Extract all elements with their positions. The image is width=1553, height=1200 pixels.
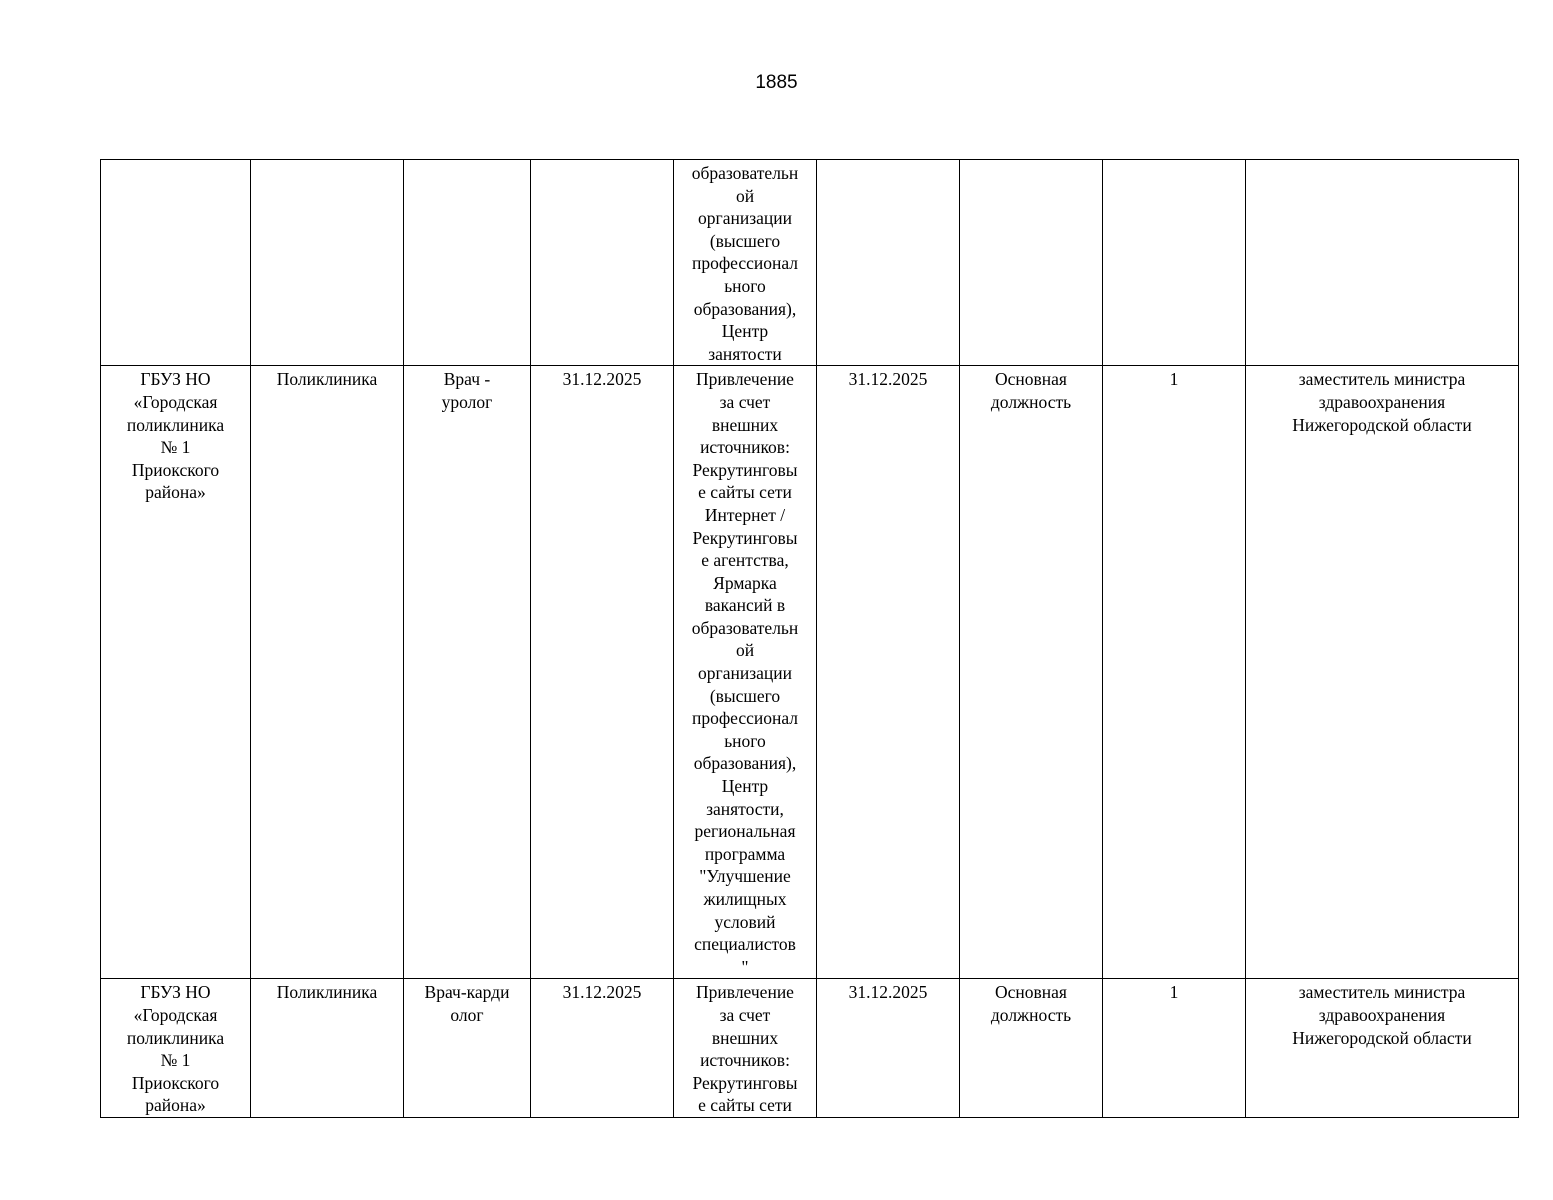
cell-position: [404, 160, 531, 366]
cell-count: 1: [1103, 366, 1246, 979]
page-number: 1885: [755, 72, 798, 93]
cell-date: [817, 160, 960, 366]
cell-date: 31.12.2025: [531, 366, 674, 979]
table-row: [101, 979, 1519, 1118]
cell-position-type: Основная должность: [960, 366, 1103, 979]
cell-date: 31.12.2025: [531, 979, 674, 1118]
cell-unit: Поликлиника: [251, 366, 404, 979]
cell-sources: Привлечение за счет внешних источников: Рекрутинговы е сайты сети: [674, 979, 817, 1118]
cell-organization: [101, 160, 251, 366]
cell-sources: образовательн ой организации (высшего профессионал ьного образования), Центр занятости: [674, 160, 817, 366]
cell-responsible: [1246, 160, 1519, 366]
cell-organization: ГБУЗ НО «Городская поликлиника № 1 Приокского района»: [101, 366, 251, 979]
cell-sources: Привлечение за счет внешних источников: Рекрутинговы е сайты сети Интернет / Рекрутинговы е агентства, Ярмарка вакансий в образовательн ой организации (высшего профессионал ьного образования), Центр занятости, региональная программа "Улучшение жилищных условий специалистов ": [674, 366, 817, 979]
cell-position: Врач-карди олог: [404, 979, 531, 1118]
cell-unit: Поликлиника: [251, 979, 404, 1118]
cell-date: 31.12.2025: [817, 366, 960, 979]
cell-responsible: заместитель министра здравоохранения Нижегородской области: [1246, 979, 1519, 1118]
cell-organization: ГБУЗ НО «Городская поликлиника № 1 Приокского района»: [101, 979, 251, 1118]
cell-unit: [251, 160, 404, 366]
vacancy-table: [100, 159, 1519, 1118]
table-row: [101, 160, 1519, 366]
cell-position-type: Основная должность: [960, 979, 1103, 1118]
cell-responsible: заместитель министра здравоохранения Нижегородской области: [1246, 366, 1519, 979]
cell-position: Врач - уролог: [404, 366, 531, 979]
cell-count: 1: [1103, 979, 1246, 1118]
cell-count: [1103, 160, 1246, 366]
table-row: [101, 366, 1519, 979]
cell-date: 31.12.2025: [817, 979, 960, 1118]
cell-date: [531, 160, 674, 366]
cell-position-type: [960, 160, 1103, 366]
